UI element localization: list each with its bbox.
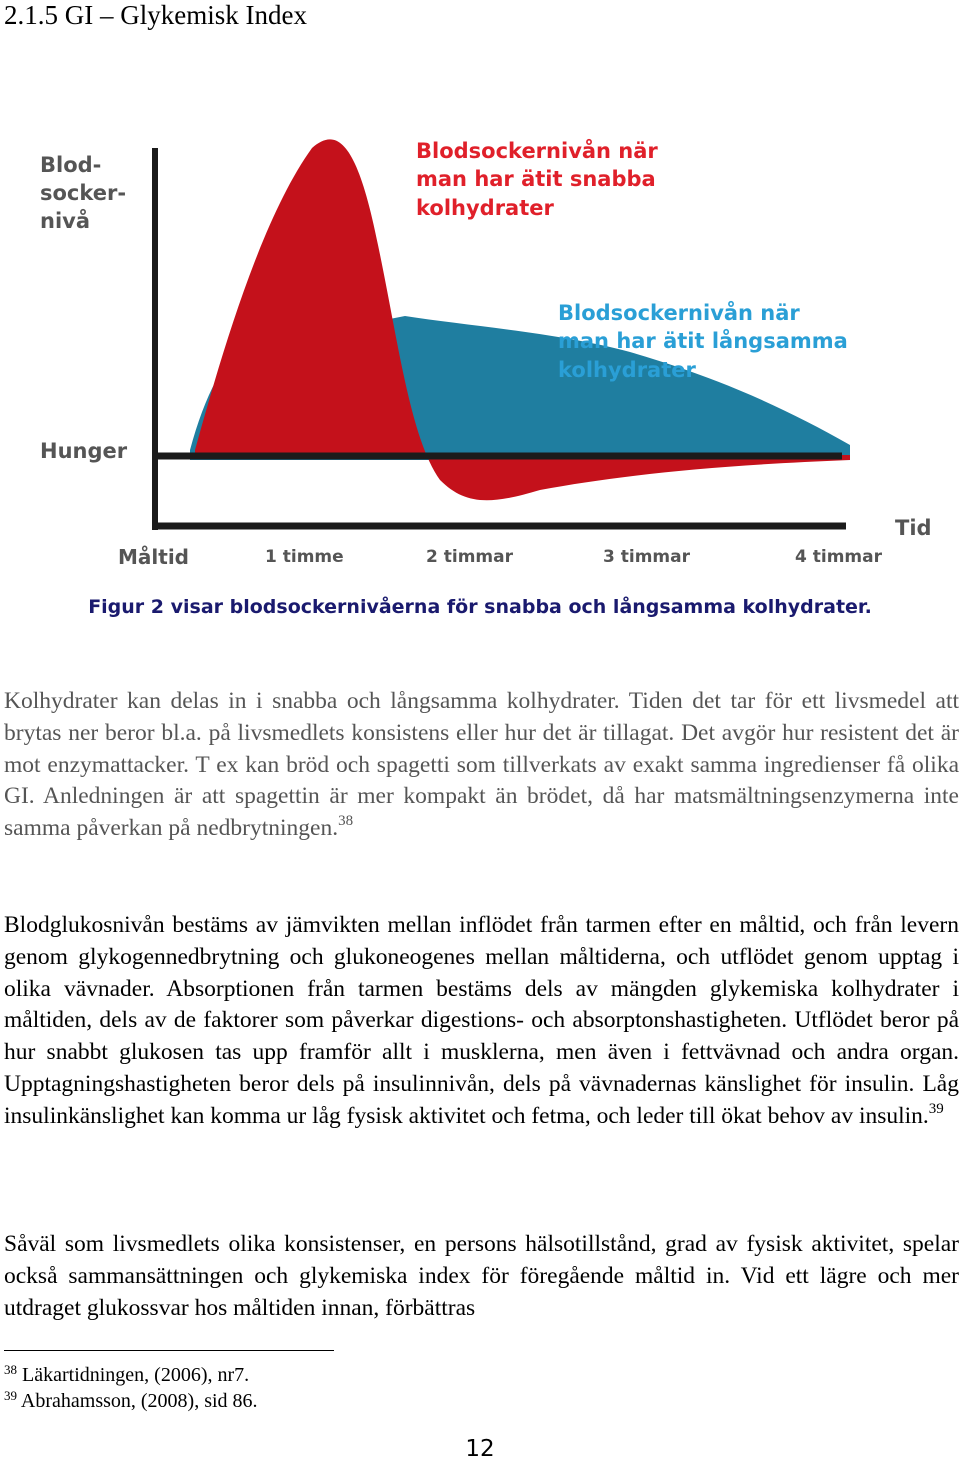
y-axis-label-line1: Blod-	[40, 153, 102, 177]
footnote-text: Läkartidningen, (2006), nr7.	[22, 1364, 250, 1386]
paragraph-1-text: Kolhydrater kan delas in i snabba och långsamma kolhydrater. Tiden det tar för ett livsmedel att brytas ner beror bl.a. på livsmedlets konsistens eller hur det är tillagat. Det avgör hur resistent det är mot enzymattacker. T ex kan bröd och spagetti som tillverkats av exakt samma ingredienser få olika GI. Anledningen är att spagettin är mer kompakt än brödet, då har matsmältningsenzymerna inte samma påverkan på nedbrytningen.	[4, 688, 959, 842]
footnote-number: 39	[4, 1388, 17, 1403]
slow-carb-label-line1: Blodsockernivån när	[558, 301, 800, 325]
paragraph-3	[4, 1229, 959, 1324]
paragraph-2-text: Blodglukosnivån bestäms av jämvikten mellan inflödet från tarmen efter en måltid, och från levern genom glykogennedbrytning och glukoneogenes mellan måltiderna, och utflödet genom upptag i olika vävnader. Absorptionen från tarmen bestäms dels av mängden glykemiska kolhydrater i måltiden, dels av de faktorer som påverkar digestions- och absorptonshastigheten. Utflödet beror på hur snabbt glukosen tas upp framför allt i musklerna, men även i fettvävnad och andra organ. Upptagningshastigheten beror dels på insulinnivån, dels på vävnadernas känslighet för insulin. Låg insulinkänslighet kan komma ur låg fysisk aktivitet och fetma, och leder till ökat behov av insulin.	[4, 912, 959, 1129]
section-heading: 2.1.5 GI – Glykemisk Index	[4, 0, 307, 30]
x-tick-4: 4 timmar	[795, 547, 882, 567]
fast-carb-label-line3: kolhydrater	[416, 196, 554, 220]
x-tick-0: Måltid	[118, 545, 189, 569]
blood-sugar-diagram	[20, 120, 950, 575]
footnote-divider	[4, 1350, 334, 1351]
slow-carb-label-line3: kolhydrater	[558, 358, 696, 382]
footnote-text: Abrahamsson, (2008), sid 86.	[20, 1390, 258, 1412]
footnote-ref-39[interactable]: 39	[928, 1100, 944, 1117]
svg-text:Blodsockernivån när man	[558, 300, 855, 382]
x-tick-1: 1 timme	[265, 547, 344, 567]
fast-carb-label-line2: man har ätit snabba	[416, 167, 656, 191]
hunger-label: Hunger	[40, 439, 128, 463]
paragraph-2	[4, 910, 959, 1133]
svg-text:Blodsockernivån när man	[416, 138, 665, 220]
footnote-39	[4, 1390, 258, 1413]
y-axis-label-line3: nivå	[40, 209, 91, 233]
fast-carb-label-line1: Blodsockernivån när	[416, 139, 658, 163]
paragraph-3-text: Såväl som livsmedlets olika konsistenser, en persons hälsotillstånd, grad av fysisk aktivitet, spelar också sammansättningen och glykemiska index för föregående måltid in. Vid ett lägre och mer utdraget glukossvar hos måltiden innan, förbättras	[4, 1231, 959, 1321]
svg-text:Blod- socker- nivå	[40, 153, 133, 233]
blood-sugar-figure	[20, 120, 950, 575]
page-number: 12	[465, 1436, 495, 1462]
paragraph-1	[4, 686, 959, 845]
slow-carb-label-line2: man har ätit långsamma	[558, 329, 848, 353]
footnote-ref-38[interactable]: 38	[338, 813, 354, 830]
x-tick-3: 3 timmar	[603, 547, 690, 567]
footnote-number: 38	[4, 1362, 17, 1377]
footnote-38	[4, 1364, 249, 1387]
figure-caption: Figur 2 visar blodsockernivåerna för snabba och långsamma kolhydrater.	[88, 596, 872, 618]
y-axis-label-line2: socker-	[40, 181, 127, 205]
time-axis-label: Tid	[895, 516, 932, 540]
x-tick-2: 2 timmar	[426, 547, 513, 567]
